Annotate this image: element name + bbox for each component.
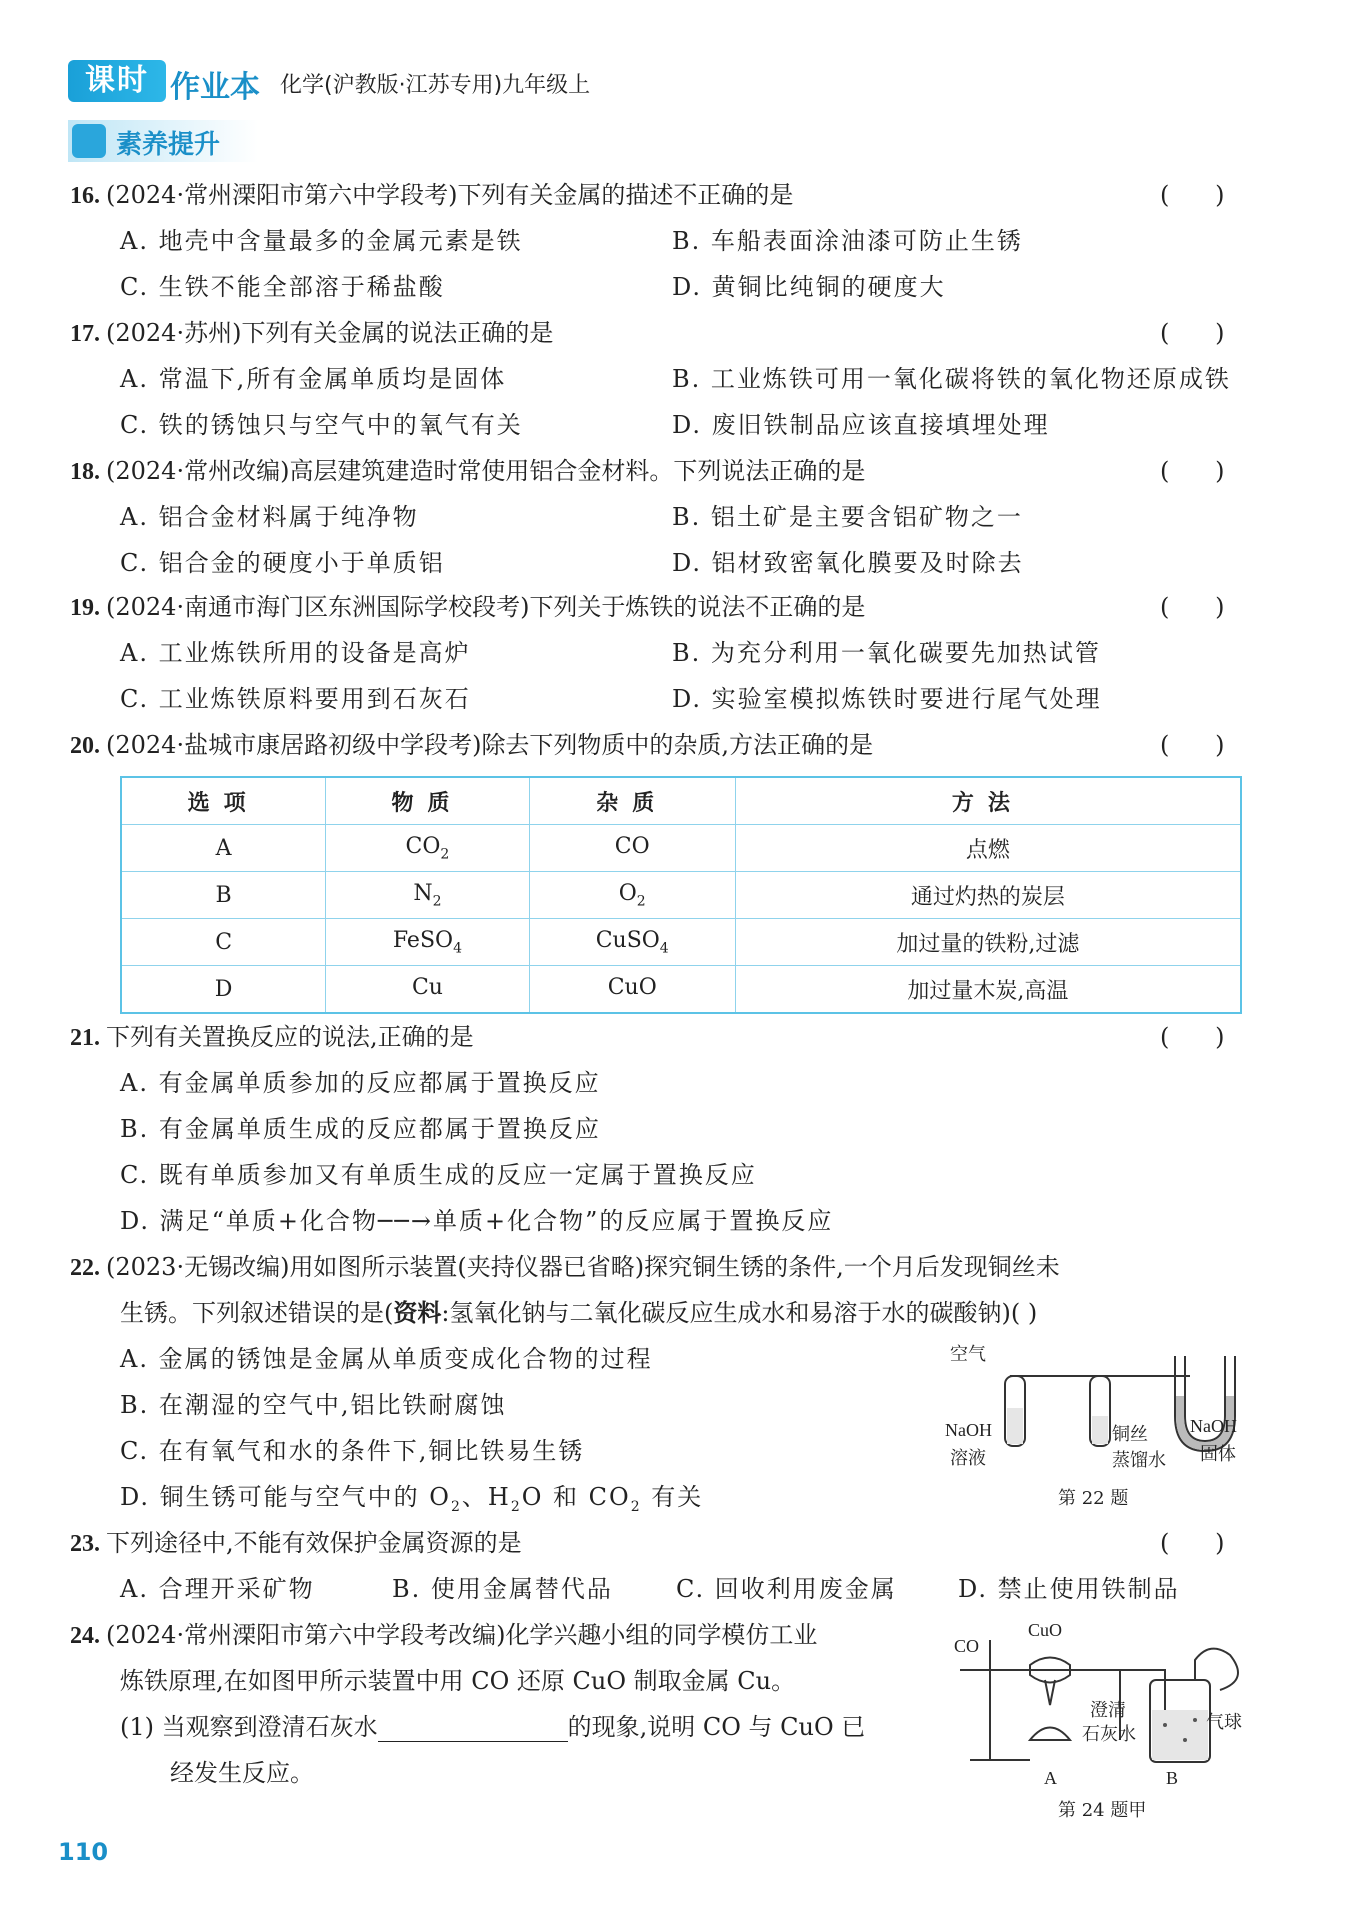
question-18-stem: 18. (2024·常州改编)高层建筑建造时常使用铝合金材料。下列说法正确的是 <box>70 457 866 485</box>
fig24-limewater-label: 澄清 <box>1090 1700 1126 1720</box>
table-header: 物质 <box>326 777 529 825</box>
table-cell: 通过灼热的炭层 <box>735 872 1241 919</box>
pencil-icon <box>72 124 106 158</box>
option: A. 铝合金材料属于纯净物 <box>120 503 419 531</box>
question-24-stem: 24. (2024·常州溧阳市第六中学段考改编)化学兴趣小组的同学模仿工业 <box>70 1621 818 1649</box>
option: D. 实验室模拟炼铁时要进行尾气处理 <box>672 685 1102 713</box>
option: B. 在潮湿的空气中,铝比铁耐腐蚀 <box>120 1391 507 1419</box>
section-title: 素养提升 <box>116 130 221 160</box>
fig22-copper-label: 铜丝 <box>1112 1424 1148 1444</box>
table-header: 杂质 <box>529 777 735 825</box>
table-cell: B <box>121 872 326 919</box>
answer-paren: ( ) <box>1160 319 1225 347</box>
option: A. 有金属单质参加的反应都属于置换反应 <box>120 1069 601 1097</box>
question-24-part1: (1) 当观察到澄清石灰水 的现象,说明 CO 与 CuO 已 <box>120 1713 866 1741</box>
option: D. 黄铜比纯铜的硬度大 <box>672 273 946 301</box>
question-24-part1-line2: 经发生反应。 <box>170 1759 314 1787</box>
option: D. 废旧铁制品应该直接填埋处理 <box>672 411 1050 439</box>
table-header: 方法 <box>735 777 1241 825</box>
table-row <box>121 872 1241 919</box>
question-24-stem-line2: 炼铁原理,在如图甲所示装置中用 CO 还原 CuO 制取金属 Cu。 <box>120 1667 796 1695</box>
impurity-table <box>120 776 1242 1014</box>
question-16-stem: 16. (2024·常州溧阳市第六中学段考)下列有关金属的描述不正确的是 <box>70 181 794 209</box>
option: B. 为充分利用一氧化碳要先加热试管 <box>672 639 1101 667</box>
answer-paren: ( ) <box>1160 457 1225 485</box>
option: B. 使用金属替代品 <box>392 1575 613 1603</box>
question-19-stem: 19. (2024·南通市海门区东洲国际学校段考)下列关于炼铁的说法不正确的是 <box>70 593 866 621</box>
question-22-stem-line2: 生锈。下列叙述错误的是(资料:氢氧化钠与二氧化碳反应生成水和易溶于水的碳酸钠)( ) <box>120 1299 1038 1327</box>
table-header-row <box>121 777 1241 825</box>
option: C. 铝合金的硬度小于单质铝 <box>120 549 445 577</box>
option: C. 既有单质参加又有单质生成的反应一定属于置换反应 <box>120 1161 757 1189</box>
option: D. 铝材致密氧化膜要及时除去 <box>672 549 1024 577</box>
fig22-air-label: 空气 <box>950 1344 986 1364</box>
book-title: 作业本 <box>170 70 260 105</box>
option: D. 铜生锈可能与空气中的 $O_2$、$H_2O$ 和 $CO_2$ 有关 <box>120 1483 704 1515</box>
question-17-stem: 17. (2024·苏州)下列有关金属的说法正确的是 <box>70 319 554 347</box>
table-row <box>121 966 1241 1014</box>
table-cell: $N_2$ <box>326 872 529 919</box>
answer-paren: ( ) <box>1160 731 1225 759</box>
fig24-balloon-label: 气球 <box>1206 1712 1242 1732</box>
table-cell: CO <box>529 825 735 872</box>
fig22-naoh-solid-label: NaOH <box>1190 1416 1237 1436</box>
table-cell: $O_2$ <box>529 872 735 919</box>
option: A. 常温下,所有金属单质均是固体 <box>120 365 507 393</box>
table-cell: 加过量木炭,高温 <box>735 966 1241 1014</box>
answer-paren: ( ) <box>1160 1529 1225 1557</box>
option: A. 工业炼铁所用的设备是高炉 <box>120 639 471 667</box>
fig24-a-label: A <box>1044 1768 1057 1788</box>
option: A. 合理开采矿物 <box>120 1575 315 1603</box>
fig22-caption: 第 22 题 <box>1058 1488 1129 1509</box>
fig24-cuo-label: CuO <box>1028 1620 1063 1640</box>
question-23-stem: 23. 下列途径中,不能有效保护金属资源的是 <box>70 1529 522 1557</box>
fig22-water-label: 蒸馏水 <box>1112 1450 1166 1470</box>
option: D. 满足“单质+化合物──→单质+化合物”的反应属于置换反应 <box>120 1207 834 1235</box>
option: B. 有金属单质生成的反应都属于置换反应 <box>120 1115 601 1143</box>
option: B. 工业炼铁可用一氧化碳将铁的氧化物还原成铁 <box>672 365 1231 393</box>
answer-paren: ( ) <box>1160 1023 1225 1051</box>
answer-paren: ( ) <box>1160 593 1225 621</box>
table-cell: CuO <box>529 966 735 1014</box>
option: D. 禁止使用铁制品 <box>958 1575 1180 1603</box>
answer-paren: ( ) <box>1160 181 1225 209</box>
table-cell: A <box>121 825 326 872</box>
co-reduction-apparatus <box>950 1620 1250 1770</box>
option: A. 地壳中含量最多的金属元素是铁 <box>120 227 523 255</box>
table-cell: 加过量的铁粉,过滤 <box>735 919 1241 966</box>
option: A. 金属的锈蚀是金属从单质变成化合物的过程 <box>120 1345 653 1373</box>
fig24-b-label: B <box>1166 1768 1179 1788</box>
table-row <box>121 919 1241 966</box>
question-21-stem: 21. 下列有关置换反应的说法,正确的是 <box>70 1023 474 1051</box>
book-subtitle: 化学(沪教版·江苏专用)九年级上 <box>280 73 591 98</box>
fig22-naoh-solid-label: 固体 <box>1200 1444 1236 1464</box>
table-header: 选项 <box>121 777 326 825</box>
option: B. 车船表面涂油漆可防止生锈 <box>672 227 1023 255</box>
option: C. 回收利用废金属 <box>676 1575 897 1603</box>
option: C. 在有氧气和水的条件下,铜比铁易生锈 <box>120 1437 585 1465</box>
fig24-co-label: CO <box>954 1636 980 1656</box>
table-row <box>121 825 1241 872</box>
table-cell: 点燃 <box>735 825 1241 872</box>
option: C. 铁的锈蚀只与空气中的氧气有关 <box>120 411 523 439</box>
table-cell: FeSO$_4$ <box>326 919 529 966</box>
option: B. 铝土矿是主要含铝矿物之一 <box>672 503 1023 531</box>
fig22-naoh-solution-label: 溶液 <box>950 1448 986 1468</box>
page-number: 110 <box>58 1838 109 1866</box>
section-banner <box>68 120 258 162</box>
fig24-caption: 第 24 题甲 <box>1058 1800 1147 1821</box>
table-cell: D <box>121 966 326 1014</box>
table-cell: Cu <box>326 966 529 1014</box>
table-cell: C <box>121 919 326 966</box>
fig22-naoh-solution-label: NaOH <box>945 1420 992 1440</box>
question-20-stem: 20. (2024·盐城市康居路初级中学段考)除去下列物质中的杂质,方法正确的是 <box>70 731 874 759</box>
table-cell: CuSO$_4$ <box>529 919 735 966</box>
answer-blank[interactable] <box>378 1717 568 1742</box>
question-22-stem: 22. (2023·无锡改编)用如图所示装置(夹持仪器已省略)探究铜生锈的条件,一个月后发现铜丝未 <box>70 1253 1060 1281</box>
fig24-limewater-label: 石灰水 <box>1082 1724 1136 1744</box>
table-cell: $CO_2$ <box>326 825 529 872</box>
option: C. 工业炼铁原料要用到石灰石 <box>120 685 471 713</box>
book-logo: 课时 <box>68 60 166 102</box>
option: C. 生铁不能全部溶于稀盐酸 <box>120 273 445 301</box>
